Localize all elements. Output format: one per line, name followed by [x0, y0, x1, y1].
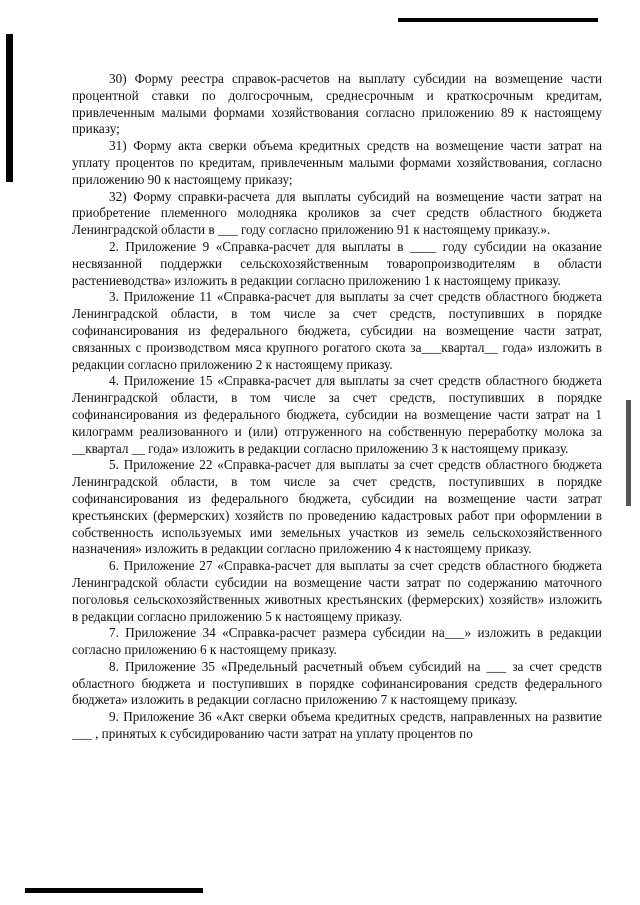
paragraph-clause-6: 6. Приложение 27 «Справка-расчет для выплаты за счет средств областного бюджета Ленинградской области субсидии на возмещение части затрат по содержанию маточного поголовья сельскохозяйственных животных крестьянских (фермерских) хозяйств» изложить в редакции согласно приложению 5 к настоящему приказу.	[72, 558, 602, 624]
paragraph-clause-4: 4. Приложение 15 «Справка-расчет для выплаты за счет средств областного бюджета Ленинградской области, в том числе за счет средств, поступивших в порядке софинансирования из федерального бюджета, субсидии на возмещение части затрат на 1 килограмм реализованного и (или) отгруженного на собственную переработку молока за __квартал __ года» изложить в редакции согласно приложению 3 к настоящему приказу.	[72, 373, 602, 456]
paragraph-clause-3: 3. Приложение 11 «Справка-расчет для выплаты за счет средств областного бюджета Ленинградской области, в том числе за счет средств, поступивших в порядке софинансирования из федерального бюджета, субсидии на возмещение части затрат, связанных с производством мяса крупного рогатого скота за___квартал__ года» изложить в редакции согласно приложению 2 к настоящему приказу.	[72, 289, 602, 372]
paragraph-item-31: 31) Форму акта сверки объема кредитных средств на возмещение части затрат на уплату процентов по кредитам, привлеченным малыми формами хозяйствования, согласно приложению 90 к настоящему приказу;	[72, 138, 602, 187]
scan-edge-mark-right	[626, 400, 631, 506]
scan-edge-mark-top	[398, 18, 598, 22]
paragraph-clause-9: 9. Приложение 36 «Акт сверки объема кредитных средств, направленных на развитие ___ , принятых к субсидированию части затрат на уплату процентов по	[72, 709, 602, 742]
paragraph-clause-7: 7. Приложение 34 «Справка-расчет размера субсидии на___» изложить в редакции согласно приложению 6 к настоящему приказу.	[72, 625, 602, 658]
scan-edge-mark-left	[6, 34, 13, 182]
paragraph-item-32: 32) Форму справки-расчета для выплаты субсидий на возмещение части затрат на приобретение племенного молодняка кроликов за счет средств областного бюджета Ленинградской области в ___ году согласно приложению 91 к настоящему приказу.».	[72, 188, 602, 238]
scan-edge-mark-bottom	[25, 888, 203, 893]
paragraph-clause-5: 5. Приложение 22 «Справка-расчет для выплаты за счет средств областного бюджета Ленинградской области, в том числе за счет средств, поступивших в порядке софинансирования из федерального бюджета, субсидии на возмещение части затрат крестьянских (фермерских) хозяйств по проведению кадастровых работ при оформлении в собственность используемых ими земельных участков из земель сельскохозяйственного назначения» изложить в редакции согласно приложению 4 к настоящему приказу.	[72, 457, 602, 557]
paragraph-item-30: 30) Форму реестра справок-расчетов на выплату субсидии на возмещение части процентной ставки по долгосрочным, среднесрочным и краткосрочным кредитам, привлеченным малыми формами хозяйствования согласно приложению 89 к настоящему приказу;	[72, 71, 602, 137]
paragraph-clause-8: 8. Приложение 35 «Предельный расчетный объем субсидий на ___ за счет средств областного бюджета и поступивших в порядке софинансирования средств федерального бюджета» изложить в редакции согласно приложению 7 к настоящему приказу.	[72, 658, 602, 708]
paragraph-clause-2: 2. Приложение 9 «Справка-расчет для выплаты в ____ году субсидии на оказание несвязанной поддержки сельскохозяйственным товаропроизводителям в области растениеводства» изложить в редакции согласно приложению 1 к настоящему приказу.	[72, 238, 602, 288]
document-body	[72, 71, 602, 743]
